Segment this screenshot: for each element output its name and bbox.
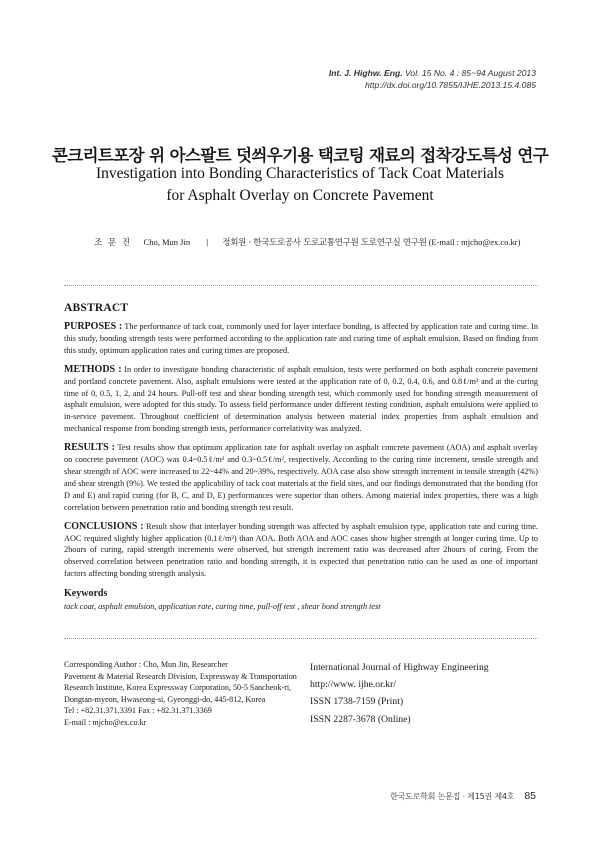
author-line (94, 236, 520, 248)
journal-volume: Vol. 15 No. 4 : 85~94 August 2013 (405, 68, 536, 78)
keywords-list: tack coat, asphalt emulsion, application rate, curing time, pull-off test , shear bond strength test (64, 602, 381, 612)
corresponding-line: Tel : +82.31.371.3391 Fax : +82.31.371.3369 (64, 706, 212, 716)
page-number: 85 (524, 790, 536, 802)
journal-info-issn-online: ISSN 2287-3678 (Online) (310, 713, 411, 725)
title-english (0, 163, 600, 207)
page-footer (390, 790, 536, 802)
divider-bottom (64, 638, 538, 639)
journal-info-block (310, 659, 489, 728)
conclusions-label: CONCLUSIONS : (64, 520, 144, 532)
author-name-english: Cho, Mun Jin (143, 237, 191, 247)
results-label: RESULTS : (64, 442, 116, 454)
author-affiliation: 정회원 · 한국도로공사 도로교통연구원 도로연구실 연구원 (222, 238, 427, 248)
results-paragraph (64, 442, 538, 513)
divider-top (64, 285, 538, 286)
purposes-text: The performance of tack coat, commonly used for layer interface bonding, is affected by application rate and curing time. In this study, bonding strength tests were performed according to the application rate and curing time of asphalt emulsion. Based on finding from this study, optimum application rates and curing times are proposed. (64, 322, 539, 355)
author-separator: | (206, 237, 209, 247)
corresponding-line: Dongtan-myeon, Hwaseong-si, Gyeonggi-do, 445-812, Korea (64, 694, 266, 704)
results-text: Test results show that optimum application rate for asphalt overlay on asphalt concrete pavement (AOA) and asphalt overlay on concrete pavement (AOC) was 0.4~0.5ℓ/m² and 0.3~0.5ℓ/m², respectively. According to the curing time increment, tensile strength and shear strength of AOC were increased to 22~44% and 20~39%, respectively. AOA case also show strength increment in tensile strength (42%) and shear strength (9%). We tested the applicability of tack coat materials at the field sites, and our findings demonstrated that the bonding (for D and E) and rapid curing (for B, C, and D, E) performances were superior than others. Among material index properties, there was a high correlation between penetration ratio and bonding strength test result. (64, 443, 538, 512)
corresponding-line: Research Institute, Korea Expressway Corporation, 50-5 Sancheok-ri, (64, 683, 292, 693)
methods-text: In order to investigate bonding characteristic of asphalt emulsion, tests were performed on both asphalt concrete pavement and portland concrete pavement. Also, asphalt emulsions were tested at the application rate of 0, 0.2, 0.4, 0.6, and 0.8ℓ/m² and at the curing time of 0, 0.5, 1, 2, and 24 hours. Pull-off test and shear bonding strength test, which commonly used for bonding strength measurement of asphalt emulsion, were adopted for this study. To assess field performance under different testing condition, asphalt emulsions were applied to in-service pavement. Throughout coefficient of determination analysis between material index properties from asphalt emulsion and mechanical response from bonding strength tests, performance correlativity was analyzed. (64, 364, 539, 434)
abstract-heading: ABSTRACT (64, 302, 129, 314)
conclusions-paragraph (64, 521, 538, 581)
keywords-heading: Keywords (64, 588, 108, 600)
journal-doi[interactable]: http://dx.doi.org/10.7855/IJHE.2013.15.4.085 (364, 80, 536, 90)
journal-name: Int. J. Highw. Eng. (328, 68, 403, 78)
title-english-line-2: for Asphalt Overlay on Concrete Pavement (166, 187, 434, 204)
title-english-line-1: Investigation into Bonding Characteristics of Tack Coat Materials (96, 165, 504, 182)
purposes-label: PURPOSES : (64, 321, 123, 332)
journal-info-name: International Journal of Highway Engineering (310, 662, 489, 673)
author-name-korean: 조 문 진 (94, 238, 132, 248)
journal-info-url[interactable]: http://www. ijhe.or.kr/ (310, 679, 397, 691)
author-email: (E-mail : mjcho@ex.co.kr) (428, 237, 521, 247)
methods-label: METHODS : (64, 363, 122, 375)
abstract-section (64, 302, 538, 612)
footer-journal: 한국도로학회 논문집 · 제15권 제4호 (390, 792, 515, 801)
purposes-paragraph (64, 321, 538, 357)
methods-paragraph (64, 364, 538, 435)
corresponding-email[interactable]: E-mail : mjcho@ex.co.kr (64, 717, 147, 727)
journal-citation (329, 67, 536, 91)
corresponding-author-block (64, 659, 304, 729)
title-korean: 콘크리트포장 위 아스팔트 덧씌우기용 택코팅 재료의 접착강도특성 연구 (51, 146, 549, 165)
corresponding-line: Corresponding Author : Cho, Mun Jin, Researcher (64, 660, 228, 669)
journal-info-issn-print: ISSN 1738-7159 (Print) (310, 696, 404, 708)
corresponding-line: Pavement & Material Research Division, Expressway & Transportation (64, 671, 297, 681)
conclusions-text: Result show that interlayer bonding strength was affected by asphalt emulsion type, application rate and curing time. AOC required slightly higher application (0.1ℓ/m²) than AOA. Both AOA and AOC cases show higher strength at longer curing time. Up to 2hours of curing, rapid strength increments were observed, but strength increment ratio was decreased after 2hours of curing. From the observed correlation between penetration ratio and bonding strength, it is expected that penetration ratio can be used as one of important factors affecting bonding strength analysis. (64, 521, 538, 579)
